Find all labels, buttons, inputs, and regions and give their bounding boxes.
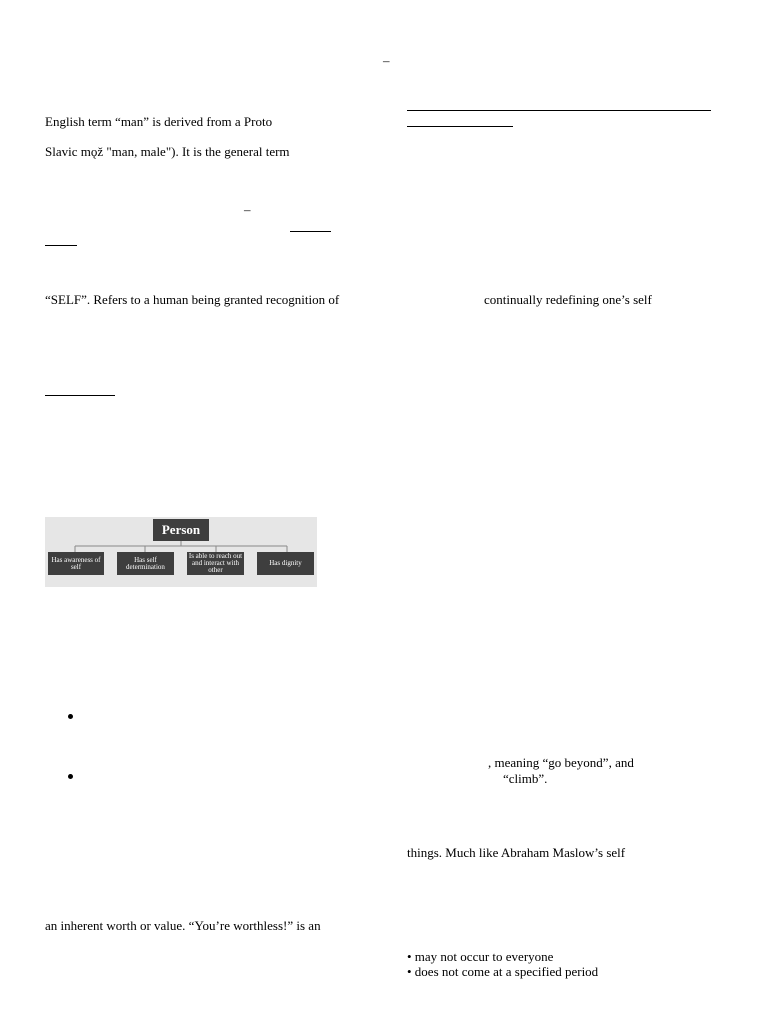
- underline-rule: [407, 126, 513, 127]
- underline-rule: [290, 231, 331, 232]
- underline-rule: [45, 245, 77, 246]
- paragraph-line: , meaning “go beyond”, and: [488, 755, 634, 770]
- paragraph-line: Slavic mǫž "man, male"). It is the general term: [45, 144, 290, 159]
- paragraph-line: “climb”.: [503, 771, 548, 786]
- underline-rule: [407, 110, 711, 111]
- paragraph-line: continually redefining one’s self: [484, 292, 652, 307]
- diagram-child-node: Has awareness of self: [48, 552, 104, 575]
- paragraph-line: things. Much like Abraham Maslow’s self: [407, 845, 626, 860]
- heading-dash: –: [383, 53, 390, 68]
- bullet-marker: [68, 774, 73, 779]
- paragraph-line: English term “man” is derived from a Proto: [45, 114, 273, 129]
- underline-rule: [45, 395, 115, 396]
- diagram-child-node: Has self determination: [117, 552, 174, 575]
- inline-dash: –: [244, 202, 251, 217]
- diagram-child-node: Has dignity: [257, 552, 314, 575]
- bullet-marker: [68, 714, 73, 719]
- diagram-root-node: Person: [153, 519, 209, 541]
- diagram-child-node: Is able to reach out and interact with other: [188, 552, 243, 574]
- paragraph-line: “SELF”. Refers to a human being granted recognition of: [45, 292, 340, 307]
- list-item: • does not come at a specified period: [407, 964, 599, 979]
- paragraph-line: an inherent worth or value. “You’re worthless!” is an: [45, 918, 321, 933]
- list-item: • may not occur to everyone: [407, 949, 554, 964]
- person-diagram: [45, 517, 317, 587]
